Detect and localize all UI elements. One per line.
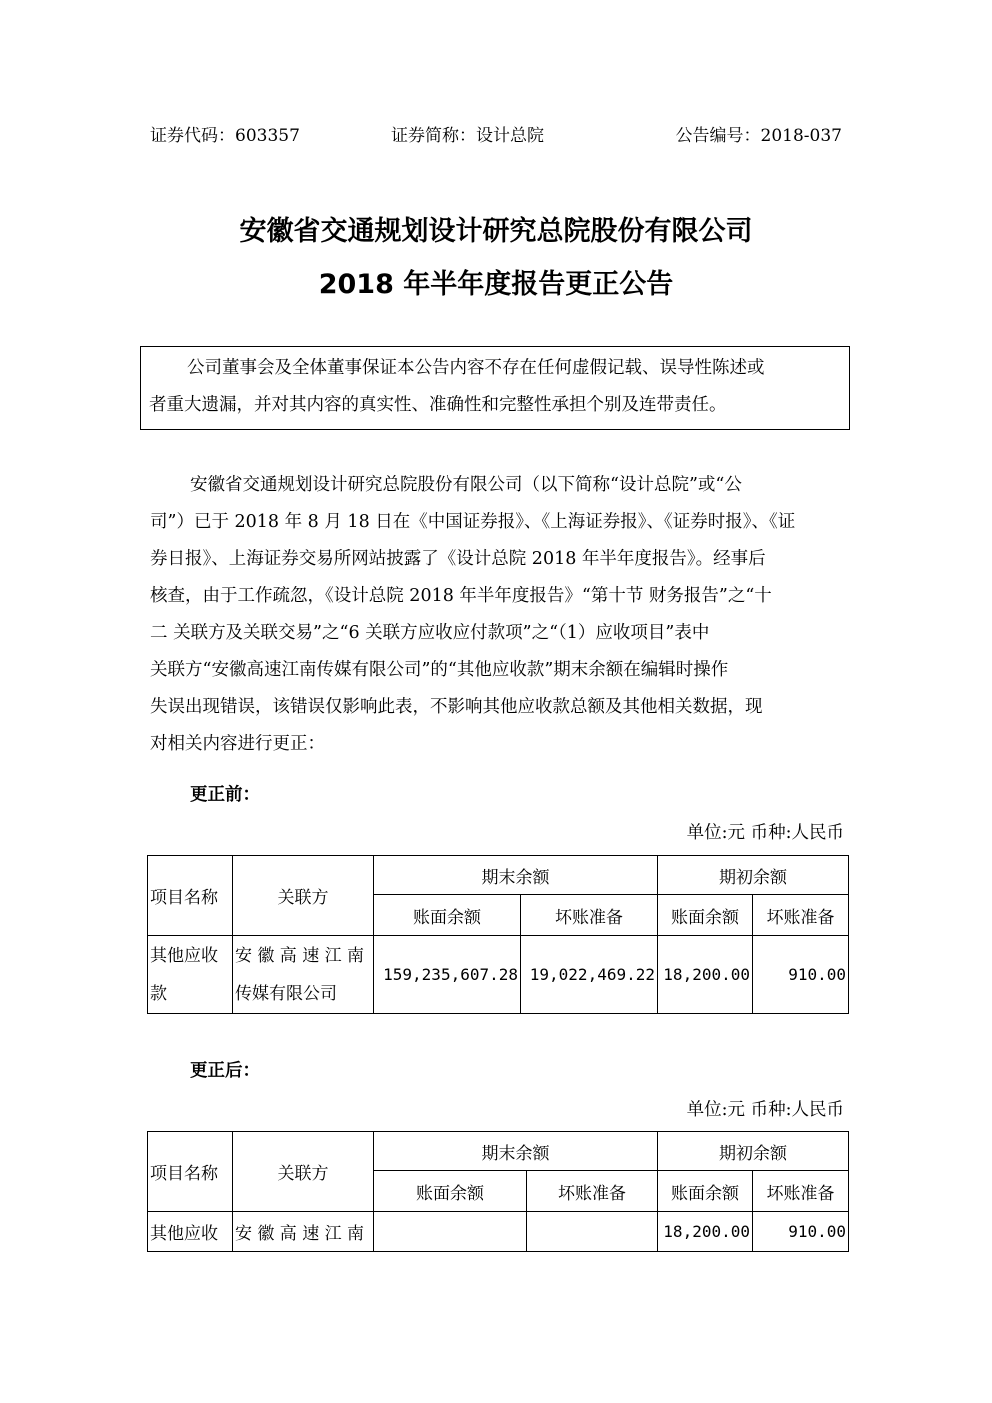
header-bad-debt-provision: 坏账准备 <box>753 1171 849 1212</box>
item-name-line: 其他应收 <box>150 945 218 966</box>
header-book-balance: 账面余额 <box>658 895 753 936</box>
party-name-line: 传媒有限公司 <box>235 983 337 1004</box>
unit-currency-note: 单位:元 币种:人民币 <box>686 1100 844 1120</box>
table-row <box>148 1212 849 1252</box>
cell-related-party <box>233 936 374 1014</box>
cell-start-bad-debt: 910.00 <box>753 1212 849 1252</box>
cell-start-book-balance: 18,200.00 <box>658 1212 753 1252</box>
notice-number: 公告编号：2018-037 <box>675 126 842 146</box>
body-line: 失误出现错误，该错误仅影响此表，不影响其他应收款总额及其他相关数据，现 <box>150 697 763 717</box>
report-title: 2018 年半年度报告更正公告 <box>318 269 674 300</box>
header-item-name: 项目名称 <box>148 1132 233 1212</box>
header-period-start-balance: 期初余额 <box>658 856 849 895</box>
security-short-name: 证券简称：设计总院 <box>391 126 544 146</box>
header-related-party: 关联方 <box>233 856 374 936</box>
cell-end-bad-debt <box>527 1212 658 1252</box>
before-correction-table <box>147 855 849 1014</box>
body-line: 司”）已于 2018 年 8 月 18 日在《中国证券报》、《上海证券报》、《证券时报》、《证 <box>150 512 796 532</box>
after-correction-table <box>147 1131 849 1252</box>
board-statement-box <box>140 346 850 430</box>
header-bad-debt-provision: 坏账准备 <box>753 895 849 936</box>
header-book-balance: 账面余额 <box>374 1171 527 1212</box>
table-row <box>148 936 849 1014</box>
before-correction-label: 更正前： <box>190 785 260 805</box>
header-bad-debt-provision: 坏账准备 <box>527 1171 658 1212</box>
cell-item-name <box>148 936 233 1014</box>
body-line: 券日报》、上海证券交易所网站披露了《设计总院 2018 年半年度报告》。经事后 <box>150 549 766 569</box>
cell-related-party: 安 徽 高 速 江 南 <box>233 1212 374 1252</box>
cell-end-book-balance: 159,235,607.28 <box>374 936 521 1014</box>
party-name-line: 安 徽 高 速 江 南 <box>235 945 365 966</box>
unit-currency-note: 单位:元 币种:人民币 <box>686 823 844 843</box>
cell-start-book-balance: 18,200.00 <box>658 936 753 1014</box>
security-code: 证券代码：603357 <box>150 126 300 146</box>
cell-end-bad-debt: 19,022,469.22 <box>521 936 658 1014</box>
item-name-line: 款 <box>150 983 167 1004</box>
header-item-name: 项目名称 <box>148 856 233 936</box>
company-title: 安徽省交通规划设计研究总院股份有限公司 <box>239 216 753 247</box>
header-book-balance: 账面余额 <box>658 1171 753 1212</box>
body-line: 关联方“安徽高速江南传媒有限公司”的“其他应收款”期末余额在编辑时操作 <box>150 660 729 680</box>
board-statement-line: 者重大遗漏，并对其内容的真实性、准确性和完整性承担个别及连带责任。 <box>149 395 727 415</box>
header-period-start-balance: 期初余额 <box>658 1132 849 1171</box>
cell-start-bad-debt: 910.00 <box>753 936 849 1014</box>
after-correction-label: 更正后： <box>190 1061 260 1081</box>
announcement-header <box>150 121 842 145</box>
header-period-end-balance: 期末余额 <box>374 1132 658 1171</box>
header-related-party: 关联方 <box>233 1132 374 1212</box>
body-line: 核查，由于工作疏忽，《设计总院 2018 年半年度报告》“第十节 财务报告”之“十 <box>150 586 772 606</box>
body-line: 对相关内容进行更正： <box>150 734 325 754</box>
body-line: 二 关联方及关联交易”之“6 关联方应收应付款项”之“（1）应收项目”表中 <box>150 623 710 643</box>
header-book-balance: 账面余额 <box>374 895 521 936</box>
board-statement-line: 公司董事会及全体董事保证本公告内容不存在任何虚假记载、误导性陈述或 <box>187 358 765 378</box>
cell-end-book-balance <box>374 1212 527 1252</box>
body-line: 安徽省交通规划设计研究总院股份有限公司（以下简称“设计总院”或“公 <box>190 475 742 495</box>
header-period-end-balance: 期末余额 <box>374 856 658 895</box>
cell-item-name: 其他应收 <box>148 1212 233 1252</box>
header-bad-debt-provision: 坏账准备 <box>521 895 658 936</box>
